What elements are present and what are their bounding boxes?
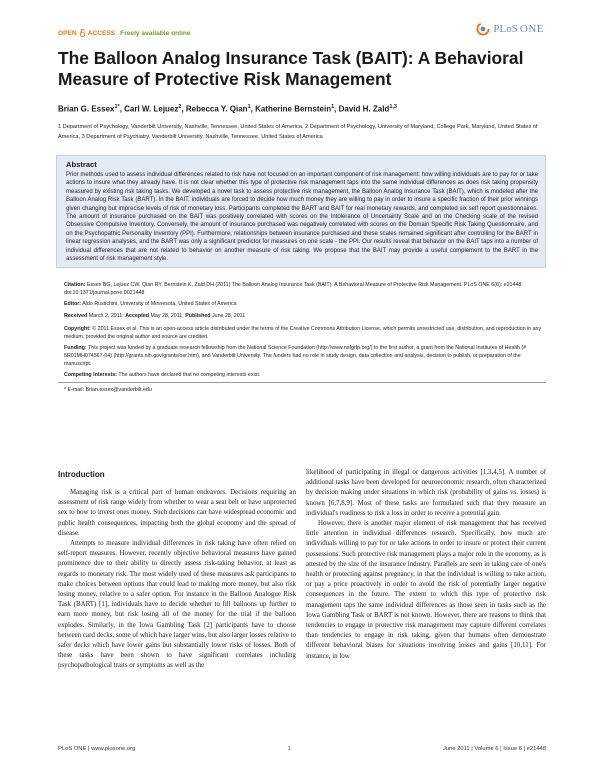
author-name: Rebecca Y. Qian — [185, 104, 248, 114]
affiliations: 1 Department of Psychology, Vanderbilt University, Nashville, Tennessee, United States of America, 2 Department of Psychology, University of Maryland, College Park, Maryland, United States of America, 3 Department of Psychiatry, Vanderbilt University, Nashville, Tennessee, United States of America — [58, 124, 538, 140]
author-superscript: 1,3 — [389, 104, 397, 110]
right-column — [306, 467, 546, 661]
page-footer — [58, 746, 546, 752]
article-title: The Balloon Analog Insurance Task (BAIT): A Behavioral Measure of Protective Risk Management — [58, 48, 524, 89]
dates — [64, 312, 542, 320]
received-label: Received — [64, 313, 88, 319]
funding — [64, 344, 542, 368]
author-name: Carl W. Lejuez — [124, 104, 179, 114]
author-list: Brian G. Essex$^{1*}$, Carl W. Lejuez$^2$, Rebecca Y. Qian$^1$, Katherine Bernstein$^1$, David H. Zald$^{1,3}$ — [58, 104, 397, 114]
footer-journal: PLoS ONE | www.plosone.org — [58, 746, 136, 752]
competing-label: Competing Interests: — [64, 372, 117, 378]
author-name: Katherine Bernstein — [255, 104, 332, 114]
published-label: Published — [185, 313, 211, 319]
plos-mark-icon — [475, 21, 491, 37]
citation-label: Citation: — [64, 282, 86, 288]
logo-plos-text: PLoS — [493, 23, 518, 35]
abstract-box — [56, 155, 546, 268]
copyright-text: © 2011 Essex et al. This is an open-access article distributed under the terms of the Creative Commons Attribution License, which permits unrestricted use, distribution, and reproduction in any medium, provided the original author and source are credited. — [64, 326, 542, 340]
copyright — [64, 325, 542, 341]
freely-available-label: Freely available online — [120, 29, 191, 37]
author-superscript: 1 — [331, 104, 335, 110]
abstract-heading: Abstract — [66, 160, 97, 169]
left-column — [58, 487, 296, 671]
citation-text: Essex BG, Lejuez CW, Qian RY, Bernstein K, Zald DH (2011) The Balloon Analog Insurance Task (BAIT): A Behavioral Measure of Protective Risk Management. PLoS ONE 6(6): e21448. doi:10.1371/journal.pone.0021448 — [64, 282, 523, 296]
copyright-label: Copyright: — [64, 326, 91, 332]
logo-one-text: ONE — [519, 23, 544, 35]
open-label: OPEN — [58, 29, 77, 37]
competing-text: The authors have declared that no competing interests exist. — [118, 372, 261, 378]
author-name: Brian G. Essex — [58, 104, 115, 114]
open-access-banner — [58, 29, 191, 37]
abstract-text: Prior methods used to assess individual differences related to risk have not focused on an important component of risk management: how willing individuals are to pay for or take actions to insure what they already have. It is not clear whether this type of protective risk management taps into the same individual differences as does risk taking propensity measured by existing risk taking tasks. We developed a novel task to assess protective risk management, the Balloon Analog Insurance Task (BAIT), which is modeled after the Balloon Analog Risk Task (BART). In the BAIT, individuals are forced to decide how much money they are willing to pay in order to insure a specific fraction of their prior winnings given changing but imprecise levels of risk of monetary loss. Participants completed the BART and BAIT for real monetary rewards, and completed six self report questionnaires. The amount of insurance purchased on the BAIT was positively correlated with scores on the Intolerance of Uncertainty Scale and on the Checking scale of the revised Obsessive Compulsive Inventory. Conversely, the amount of insurance purchased was negatively correlated with scores on the Domain Specific Risk Taking Questionnaire, and on the Psychopathic Personality Inventory (PPI). Furthermore, relationships between insurance purchased and these scales remained significant after controlling for the BART in linear regression analyses, and the BART was only a significant predictor for measures on one scale - the PPI. Our results reveal that behavior on the BAIT taps into a number of individual differences that are not related to behavior on another measure of risk taking. We propose that the BAIT may provide a useful complement to the BART in the assessment of risk management style. — [66, 172, 538, 263]
page-number: 1 — [287, 746, 291, 752]
funding-label: Funding: — [64, 345, 87, 351]
author-email: * E-mail: Brian.essex@vanderbilt.edu — [64, 387, 152, 393]
received-date: March 2, 2011; — [88, 313, 124, 319]
paragraph: However, there is another major element of risk management that has received little attention in individual differences research. Specifically, how much are individuals willing to pay for or take actions in order to insure or protect their current possessions. Such protective risk management plays a major role in the economy, as is attested by the size of the insurance industry. Parallels are seen in taking care of one's health or protecting against pregnancy, in that the individual is willing to take action, or pay a price proactively in order to avoid the risk of potentially larger negative consequences in the future. The extent to which this type of protective risk management taps the same individual differences as those seen in tasks such as the Iowa Gambling Task or BART is not known. However, there are reasons to think that tendencies to engage in protective risk management may capture different correlates than tendencies to engage in risk taking, given that humans often demonstrate different behavioral biases for situations involving losses and gains [10,11]. For instance, in low — [306, 519, 546, 660]
open-lock-icon — [79, 29, 86, 37]
published-date: June 28, 2011 — [211, 313, 246, 319]
footer-issue: June 2011 | Volume 6 | Issue 6 | e21448 — [442, 746, 546, 752]
introduction-heading: Introduction — [58, 470, 105, 479]
paragraph: Managing risk is a critical part of human endeavors. Decisions requiring an assessment of risk range widely from whether to wear a seat belt or have unprotected sex to how to invest ones money. Such decisions can have widespread economic and public health consequences, impacting both the global economy and the spread of disease. — [58, 488, 296, 537]
competing-interests — [64, 371, 542, 379]
divider — [58, 382, 546, 383]
editor — [64, 300, 542, 308]
editor-text: Aldo Rustichini, University of Minnesota, United States of America — [82, 301, 237, 307]
paragraph: Attempts to measure individual differences in risk taking have often relied on self-report measures. However, recently objective behavioral measures have gained prominence due to their ability to directly assess risk-taking behavior, at least as regards to monetary risk. The most widely used of these measures ask participants to make choices between options that could lead to making more money, but also risk losing money, relative to a safer option. For instance in the Balloon Analogue Risk Task (BART) [1], individuals have to decide whether to fill balloons up further to earn more money, but risk losing all of the money for the trial if the balloon explodes. Similarly, in the Iowa Gambling Task [2] participants have to choose between card decks, some of which have larger wins, but also larger losses relative to safer decks which have lower gains but substantially lower risks of losses. Both of these tasks have been shown to have significant correlates including psychopathological traits or symptoms as well as the — [58, 539, 296, 670]
author-superscript: 2 — [178, 104, 182, 110]
editor-label: Editor: — [64, 301, 82, 307]
access-label: ACCESS — [87, 29, 116, 37]
citation — [64, 281, 542, 297]
accepted-label: Accepted — [125, 313, 150, 319]
author-superscript: 1 — [247, 104, 251, 110]
paragraph: likelihood of participating in illegal or dangerous activities [1,3,4,5]. A number of additional tasks have been developed for neuroeconomic research, often characterized by decision making under situations in which risk (probability of gains vs. losses) is known [6,7,8,9]. Most of these tasks are formulated such that they measure an individual's readiness to risk a loss in order to receive a potential gain. — [306, 468, 546, 517]
plos-one-logo — [475, 21, 544, 37]
author-superscript: 1* — [114, 104, 120, 110]
funding-text: This project was funded by a graduate research fellowship from the National Science Foundation (http://www.nsfgrfp.org/) to the first author, a grant from the National Institutes of Health (# 5R01MH074567-04) (http://grants.nih.gov/grants/oer.htm), and Vanderbilt University. The funders had no role in study design, data collection and analysis, decision to publish, or preparation of the manuscript. — [64, 345, 527, 367]
author-name: David H. Zald — [338, 104, 390, 114]
accepted-date: May 28, 2011; — [150, 313, 184, 319]
